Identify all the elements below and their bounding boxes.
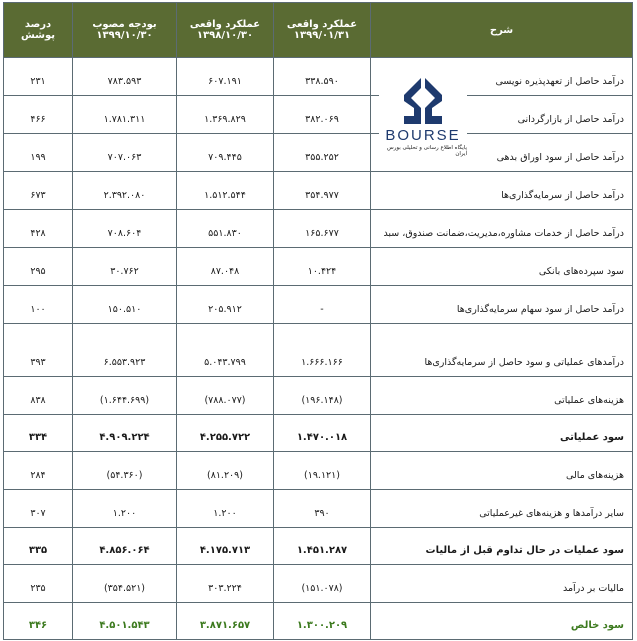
table-row xyxy=(4,172,633,210)
row-actual-1399: ۱.۴۵۱.۲۸۷ xyxy=(274,528,371,565)
row-coverage: ۶۷۳ xyxy=(4,172,73,210)
row-coverage: ۲۹۵ xyxy=(4,248,73,286)
row-description: درآمد حاصل از سرمایه‌گذاری‌ها xyxy=(371,172,633,210)
row-description: سود عملیاتی xyxy=(371,415,633,452)
row-budget: ۴.۸۵۶.۰۶۴ xyxy=(73,528,177,565)
row-coverage: ۴۶۶ xyxy=(4,96,73,134)
table-row-net-profit xyxy=(4,603,633,640)
row-budget: (۱.۶۴۴.۶۹۹) xyxy=(73,377,177,415)
row-actual-1398: ۷۰۹.۴۴۵ xyxy=(177,134,274,172)
row-actual-1398: ۵۵۱.۸۳۰ xyxy=(177,210,274,248)
row-budget: ۴.۵۰۱.۵۴۳ xyxy=(73,603,177,640)
row-description: سود خالص xyxy=(371,603,633,640)
row-budget: ۷۸۳.۵۹۳ xyxy=(73,58,177,96)
row-budget: ۷۰۷.۰۶۳ xyxy=(73,134,177,172)
header-description: شرح xyxy=(371,3,633,58)
table-row xyxy=(4,210,633,248)
row-actual-1398: ۵.۰۴۳.۷۹۹ xyxy=(177,324,274,377)
row-coverage: ۳۳۴ xyxy=(4,415,73,452)
row-budget: ۷۰۸.۶۰۴ xyxy=(73,210,177,248)
row-actual-1398: ۸۷.۰۴۸ xyxy=(177,248,274,286)
row-coverage: ۴۲۸ xyxy=(4,210,73,248)
row-budget: ۳۰.۷۶۲ xyxy=(73,248,177,286)
row-description: هزینه‌های عملیاتی xyxy=(371,377,633,415)
header-actual-1398 xyxy=(177,3,274,58)
row-coverage: ۳۳۵ xyxy=(4,528,73,565)
row-budget: ۲.۳۹۲.۰۸۰ xyxy=(73,172,177,210)
row-actual-1398: ۱.۲۰۰ xyxy=(177,490,274,528)
row-description: هزینه‌های مالی xyxy=(371,452,633,490)
row-coverage: ۳۴۶ xyxy=(4,603,73,640)
header-actual-1399-label: عملکرد واقعی xyxy=(286,19,358,30)
row-actual-1398: ۴.۲۵۵.۷۲۲ xyxy=(177,415,274,452)
row-coverage: ۳۰۷ xyxy=(4,490,73,528)
row-budget: (۳۵۴.۵۲۱) xyxy=(73,565,177,603)
row-actual-1398: ۲۰۵.۹۱۲ xyxy=(177,286,274,324)
row-actual-1399: ۳۸۲.۰۶۹ xyxy=(274,96,371,134)
row-description: درآمد حاصل از سود سهام سرمایه‌گذاری‌ها xyxy=(371,286,633,324)
row-description: سود سپرده‌های بانکی xyxy=(371,248,633,286)
bourse-logo-tagline: پایگاه اطلاع رسانی و تحلیلی بورس ایران xyxy=(387,145,467,157)
row-actual-1399: ۱۰.۴۲۴ xyxy=(274,248,371,286)
row-coverage: ۳۹۳ xyxy=(4,324,73,377)
header-budget xyxy=(73,3,177,58)
row-actual-1399: (۱۹.۱۲۱) xyxy=(274,452,371,490)
row-description: سایر درآمدها و هزینه‌های غیرعملیاتی xyxy=(371,490,633,528)
row-description: سود عملیات در حال تداوم قبل از مالیات xyxy=(371,528,633,565)
row-coverage: ۲۸۴ xyxy=(4,452,73,490)
row-coverage: ۱۰۰ xyxy=(4,286,73,324)
row-actual-1399: ۱۶۵.۶۷۷ xyxy=(274,210,371,248)
row-actual-1399: (۱۵۱.۰۷۸) xyxy=(274,565,371,603)
row-actual-1398: ۱.۳۶۹.۸۲۹ xyxy=(177,96,274,134)
row-description: درآمد حاصل از سود اوراق بدهی xyxy=(371,134,633,172)
row-actual-1398: ۴.۱۷۵.۷۱۳ xyxy=(177,528,274,565)
table-row xyxy=(4,96,633,134)
row-description: درآمد حاصل از خدمات مشاوره،مدیریت،ضمانت صندوق، سبد xyxy=(371,210,633,248)
row-actual-1399: ۱.۴۷۰.۰۱۸ xyxy=(274,415,371,452)
bourse-logo xyxy=(379,75,467,165)
financial-table xyxy=(3,2,633,640)
row-actual-1399: ۱.۳۰۰.۲۰۹ xyxy=(274,603,371,640)
header-actual-1398-date: ۱۳۹۸/۱۰/۳۰ xyxy=(196,30,254,41)
row-budget: ۶.۵۵۳.۹۲۳ xyxy=(73,324,177,377)
row-budget: ۱.۷۸۱.۳۱۱ xyxy=(73,96,177,134)
table-row xyxy=(4,377,633,415)
row-coverage: ۲۳۵ xyxy=(4,565,73,603)
row-budget: ۱۵۰.۵۱۰ xyxy=(73,286,177,324)
row-description: مالیات بر درآمد xyxy=(371,565,633,603)
table-header-row xyxy=(4,3,633,58)
row-actual-1398: ۳.۸۷۱.۶۵۷ xyxy=(177,603,274,640)
row-budget: ۱.۲۰۰ xyxy=(73,490,177,528)
row-actual-1398: ۱.۵۱۲.۵۴۴ xyxy=(177,172,274,210)
row-description: درآمدهای عملیاتی و سود حاصل از سرمایه‌گذاری‌ها xyxy=(371,324,633,377)
header-actual-1399-date: ۱۳۹۹/۰۱/۳۱ xyxy=(293,30,351,41)
row-actual-1398: ۶۰۷.۱۹۱ xyxy=(177,58,274,96)
header-coverage-label: درصد xyxy=(24,19,52,30)
row-actual-1399: ۳۳۸.۵۹۰ xyxy=(274,58,371,96)
financial-table-container xyxy=(3,2,632,638)
row-description: درآمد حاصل از بازارگردانی xyxy=(371,96,633,134)
row-actual-1398: ۳۰۳.۲۲۴ xyxy=(177,565,274,603)
header-coverage xyxy=(4,3,73,58)
table-row xyxy=(4,452,633,490)
header-actual-1399 xyxy=(274,3,371,58)
table-row xyxy=(4,58,633,96)
row-actual-1399: ۱.۶۶۶.۱۶۶ xyxy=(274,324,371,377)
row-actual-1399: - xyxy=(274,286,371,324)
row-budget: (۵۴.۳۶۰) xyxy=(73,452,177,490)
header-budget-label: بودجه مصوب xyxy=(92,19,157,30)
table-row xyxy=(4,324,633,377)
bourse-logo-brand: BOURSE xyxy=(385,127,461,144)
table-row-pretax-profit xyxy=(4,528,633,565)
row-budget: ۴.۹۰۹.۲۲۴ xyxy=(73,415,177,452)
header-actual-1398-label: عملکرد واقعی xyxy=(189,19,261,30)
row-coverage: ۲۳۱ xyxy=(4,58,73,96)
table-row xyxy=(4,565,633,603)
row-coverage: ۸۳۸ xyxy=(4,377,73,415)
header-budget-date: ۱۳۹۹/۱۰/۳۰ xyxy=(96,30,153,41)
row-actual-1399: ۳۵۵.۲۵۲ xyxy=(274,134,371,172)
table-row xyxy=(4,490,633,528)
header-coverage-label2: پوشش xyxy=(21,30,55,41)
table-row xyxy=(4,248,633,286)
row-description: درآمد حاصل از تعهدپذیره نویسی xyxy=(371,58,633,96)
table-row xyxy=(4,134,633,172)
row-actual-1399: ۳۹۰ xyxy=(274,490,371,528)
row-actual-1399: ۳۵۴.۹۷۷ xyxy=(274,172,371,210)
table-row-operating-profit xyxy=(4,415,633,452)
row-actual-1398: (۷۸۸.۰۷۷) xyxy=(177,377,274,415)
row-actual-1398: (۸۱.۲۰۹) xyxy=(177,452,274,490)
row-actual-1399: (۱۹۶.۱۴۸) xyxy=(274,377,371,415)
row-coverage: ۱۹۹ xyxy=(4,134,73,172)
bourse-logo-icon xyxy=(400,75,446,127)
table-row xyxy=(4,286,633,324)
